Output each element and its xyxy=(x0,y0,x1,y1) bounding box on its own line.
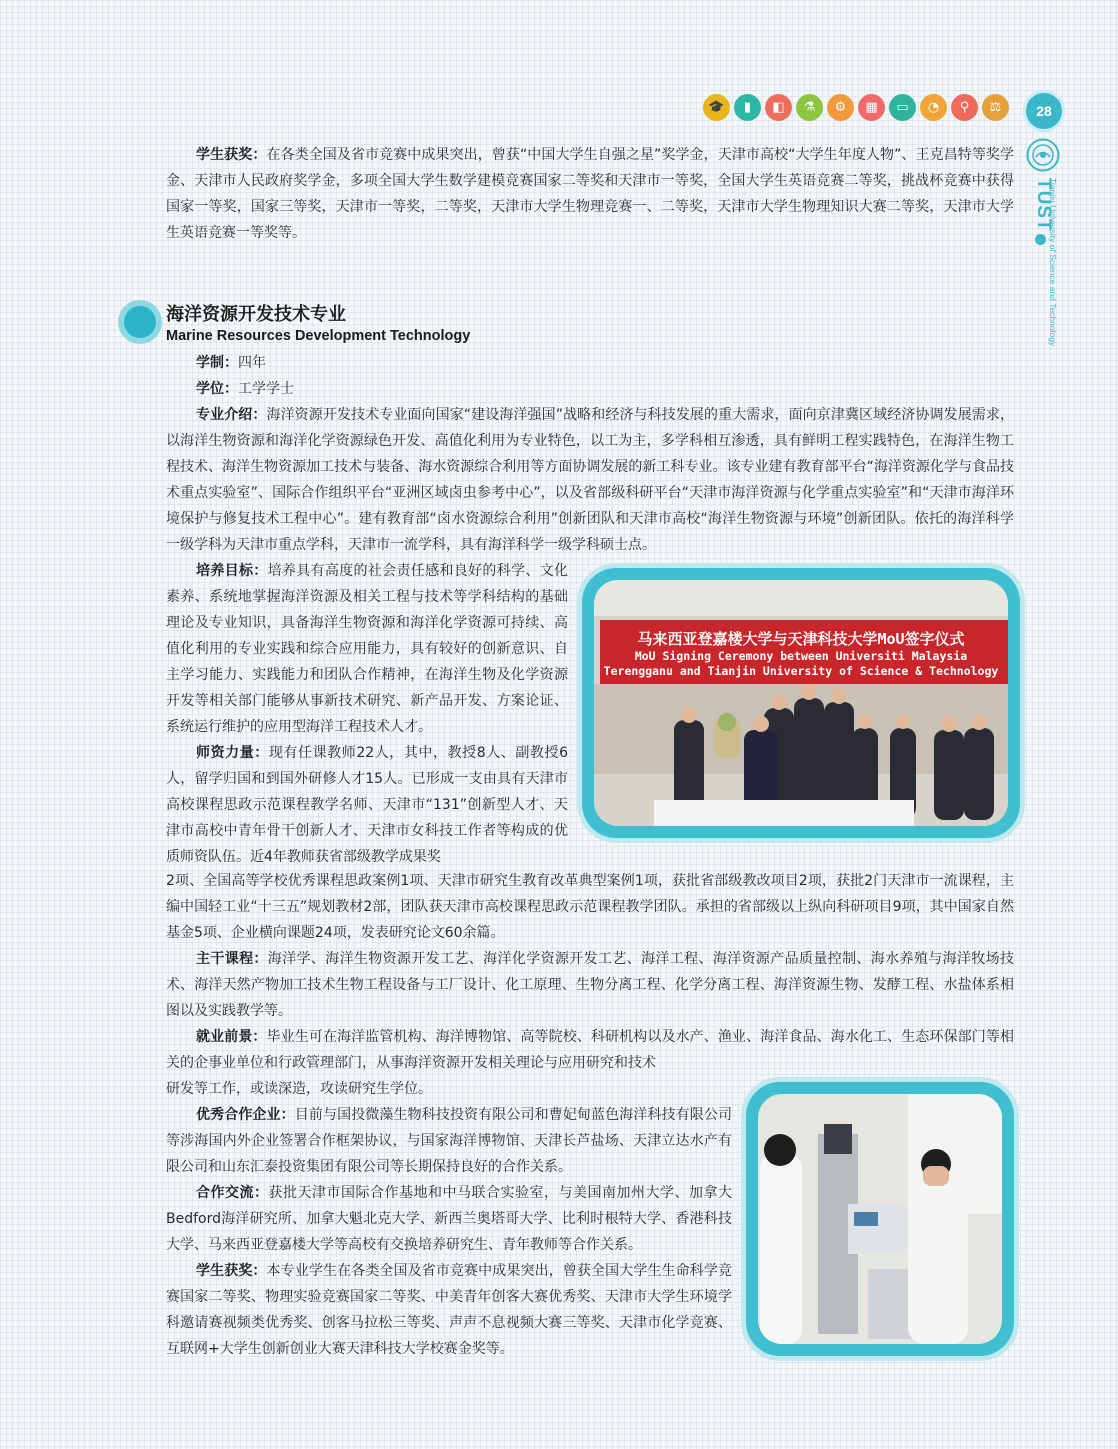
gear-icon: ⚙ xyxy=(827,94,854,121)
brand-abbr: TUST xyxy=(1033,178,1054,232)
palette-icon: ◧ xyxy=(765,94,792,121)
ceremony-banner-cn: 马来西亚登嘉楼大学与天津科技大学MoU签字仪式 xyxy=(637,630,965,648)
faculty-paragraph-b: 2项、全国高等学校优秀课程思政案例1项、天津市研究生教育改革典型案例1项，获批省部级教改项目2项，获批2门天津市一流课程，主编中国轻工业“十三五”规划教材2部，团队获天津市高校课程思政示范课程教学团队。承担的省部级以上纵向科研项目9项，其中国家自然基金5项、企业横向课题24项，发表研究论文60余篇。 xyxy=(166,873,1014,941)
ceremony-photo xyxy=(594,580,1008,826)
brand-name: Tianjin University of Science and Technology xyxy=(1048,178,1058,347)
degree-label: 学位： xyxy=(196,381,238,397)
intro-label: 专业介绍： xyxy=(196,407,267,423)
courses-paragraph xyxy=(166,946,1014,1024)
page-number: 28 xyxy=(1023,90,1065,132)
brand-dot xyxy=(1035,234,1046,245)
career-text-a: 毕业生可在海洋监管机构、海洋博物馆、高等院校、科研机构以及水产、渔业、海洋食品、海水化工、生态环保部门等相关的企事业单位和行政管理部门，从事海洋资源开发相关理论与应用研究和技术 xyxy=(166,1029,1015,1071)
pie-icon: ◔ xyxy=(920,94,947,121)
prev-awards-label: 学生获奖： xyxy=(196,147,267,163)
intro-text: 海洋资源开发技术专业面向国家“建设海洋强国”战略和经济与科技发展的重大需求，面向京津冀区域经济协调发展需求，以海洋生物资源和海洋化学资源绿色开发、高值化利用为专业特色，以工为主，多学科相互渗透，具有鲜明工程实践特色，在海洋生物工程技术、海洋生物资源加工技术与装备、海水资源综合利用等方面协调发展的新工科专业。该专业建有教育部平台“海洋资源化学与食品技术重点实验室”、国际合作组织平台“亚洲区域卤虫参考中心”，以及省部级科研平台“天津市海洋资源与化学重点实验室”和“天津市海洋环境保护与修复技术工程中心”。建有教育部“卤水资源综合利用”创新团队和天津市高校“海洋生物资源与环境”创新团队。依托的海洋科学一级学科为天津市重点学科，天津市一流学科，具有海洋科学一级学科硕士点。 xyxy=(166,407,1014,553)
awards-paragraph xyxy=(166,1258,732,1362)
section-title: 海洋资源开发技术专业 xyxy=(166,304,346,325)
goal-paragraph xyxy=(166,558,568,740)
career-paragraph-a xyxy=(166,1024,1014,1076)
partners-text: 目前与国投微藻生物科技投资有限公司和曹妃甸蓝色海洋科技有限公司等涉海国内外企业签署合作框架协议，与国家海洋博物馆、天津长芦盐场、天津立达水产有限公司和山东汇泰投资集团有限公司等长期保持良好的合作关系。 xyxy=(166,1107,733,1175)
exchange-paragraph xyxy=(166,1180,732,1258)
side-brand xyxy=(1030,178,1060,418)
lab-photo xyxy=(758,1094,1002,1344)
duration-line xyxy=(196,350,596,376)
section-bullet-icon xyxy=(118,300,162,344)
exchange-text: 获批天津市国际合作基地和中马联合实验室，与美国南加州大学、加拿大Bedford海洋研究所、加拿大魁北克大学、新西兰奥塔哥大学、比利时根特大学、香港科技大学、马来西亚登嘉楼大学等高校有交换培养研究生、青年教师等合作关系。 xyxy=(166,1185,732,1253)
book-icon: ▮ xyxy=(734,94,761,121)
degree-value: 工学学士 xyxy=(238,381,294,397)
flask-icon: ⚗ xyxy=(796,94,823,121)
partners-paragraph xyxy=(166,1102,732,1180)
ceremony-banner-en-1: MoU Signing Ceremony between Universiti Malaysia xyxy=(634,649,968,663)
monitor-icon: ▭ xyxy=(889,94,916,121)
awards-label: 学生获奖： xyxy=(196,1263,267,1279)
faculty-text-a: 现有任课教师22人，其中，教授8人、副教授6人，留学归国和到国外研修人才15人。已形成一支由具有天津市高校课程思政示范课程教学名师、天津市“131”创新型人才、天津市高校中青年骨干创新人才、天津市女科技工作者等构成的优质师资队伍。近4年教师获省部级教学成果奖 xyxy=(166,745,568,865)
gavel-icon: ⚖ xyxy=(982,94,1009,121)
prev-awards-paragraph xyxy=(166,142,1014,246)
goal-label: 培养目标： xyxy=(196,563,268,579)
chart-icon: ▦ xyxy=(858,94,885,121)
intro-paragraph xyxy=(166,402,1014,558)
duration-value: 四年 xyxy=(238,355,266,371)
exchange-label: 合作交流： xyxy=(196,1185,269,1201)
category-icon-row xyxy=(703,94,1009,121)
awards-text: 本专业学生在各类全国及省市竞赛中成果突出，曾获全国大学生生命科学竞赛国家二等奖、物理实验竞赛国家二等奖、中美青年创客大赛优秀奖、天津市大学生环境学科邀请赛视频类优秀奖、创客马拉松三等奖、声声不息视频大赛三等奖、天津市化学竞赛、互联网+大学生创新创业大赛天津科技大学校赛金奖等。 xyxy=(166,1263,733,1357)
section-subtitle: Marine Resources Development Technology xyxy=(166,328,471,344)
career-label: 就业前景： xyxy=(196,1029,267,1045)
graduation-cap-icon: 🎓 xyxy=(703,94,730,121)
duration-label: 学制： xyxy=(196,355,238,371)
degree-line xyxy=(196,376,596,402)
courses-text: 海洋学、海洋生物资源开发工艺、海洋化学资源开发工艺、海洋工程、海洋资源产品质量控制、海水养殖与海洋牧场技术、海洋天然产物加工技术生物工程设备与工厂设计、化工原理、生物分离工程、化学分离工程、海洋资源生物、发酵工程、水盐体系相图以及实践教学等。 xyxy=(166,951,1015,1019)
career-paragraph-b: 研发等工作，或读深造，攻读研究生学位。 xyxy=(166,1081,432,1097)
microscope-icon: ⚲ xyxy=(951,94,978,121)
faculty-paragraph-a xyxy=(166,740,568,870)
partners-label: 优秀合作企业： xyxy=(196,1107,295,1123)
prev-awards-text: 在各类全国及省市竞赛中成果突出，曾获“中国大学生自强之星”奖学金，天津市高校“大学生年度人物”、王克昌特等奖学金、天津市人民政府奖学金，多项全国大学生数学建模竞赛国家二等奖和天津市一等奖，全国大学生英语竞赛二等奖，挑战杯竞赛中获得国家一等奖，国家三等奖，天津市一等奖，二等奖，天津市大学生物理竞赛一、二等奖，天津市大学生物理知识大赛二等奖，天津市大学生英语竞赛一等奖等。 xyxy=(166,147,1015,241)
goal-text: 培养具有高度的社会责任感和良好的科学、文化素养、系统地掌握海洋资源及相关工程与技术等学科结构的基础理论及专业知识，具备海洋生物资源和海洋化学资源可持续、高值化利用的专业实践和综合应用能力，具有较好的创新意识、自主学习能力、实践能力和团队合作精神，在海洋生物及化学资源开发等相关部门能够从事新技术研究、新产品开发、方案论证、系统运行维护的应用型海洋工程技术人才。 xyxy=(166,563,569,735)
courses-label: 主干课程： xyxy=(196,951,268,967)
ceremony-banner-en-2: Terengganu and Tianjin University of Science & Technology xyxy=(603,664,999,678)
university-seal-icon xyxy=(1026,138,1060,172)
faculty-label: 师资力量： xyxy=(196,745,269,761)
